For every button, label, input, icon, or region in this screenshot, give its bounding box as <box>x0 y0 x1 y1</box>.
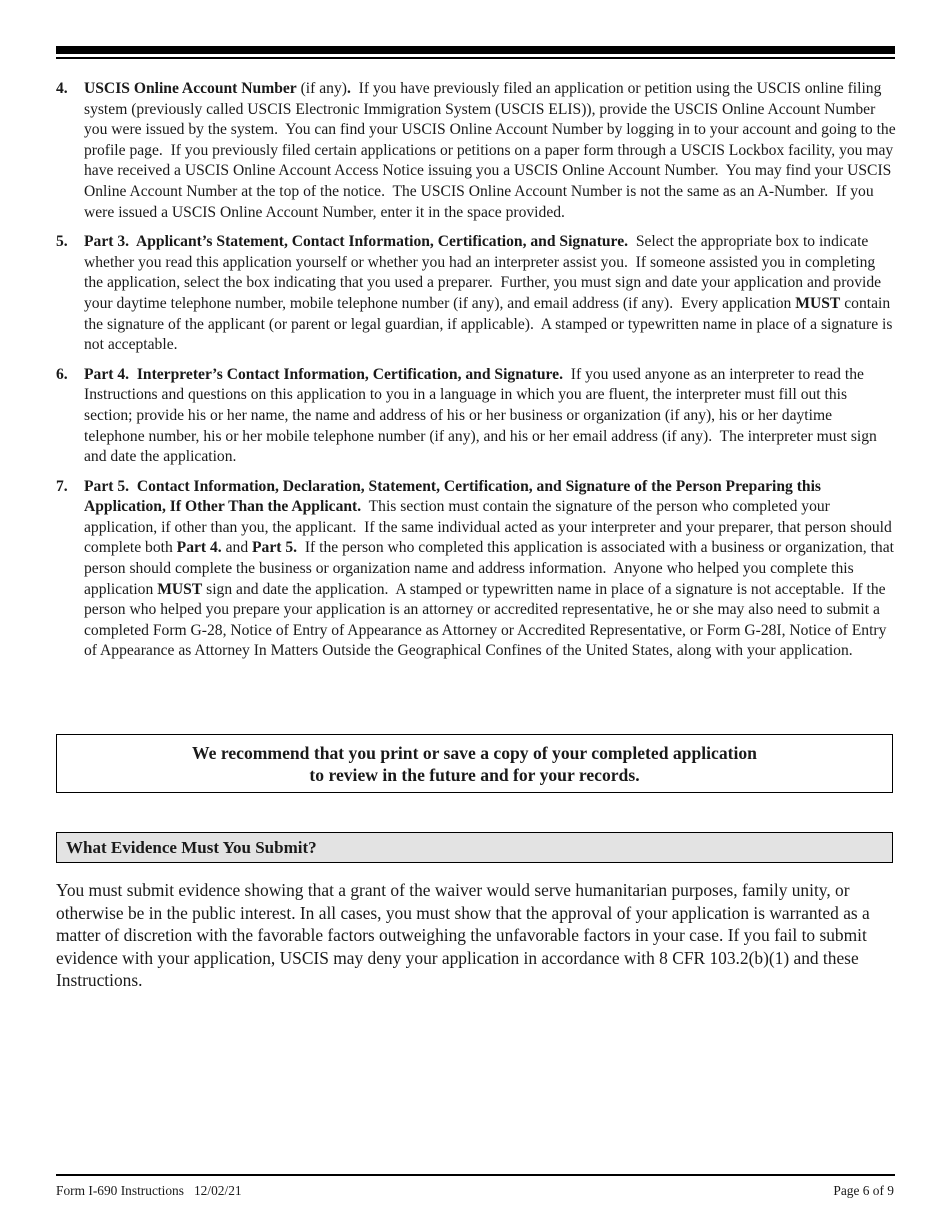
item-text-bold: Part 5. <box>252 539 298 557</box>
item-text <box>84 477 896 662</box>
item-number: 5. <box>56 233 68 251</box>
item-text <box>84 79 900 223</box>
header-rule-thin <box>56 57 895 59</box>
item-text-bold: MUST <box>157 580 203 598</box>
item-text-bold: Part 4. Interpreter’s Contact Information, Certification, and Signature. <box>84 365 563 383</box>
item-number: 6. <box>56 365 68 383</box>
notice-line-1: We recommend that you print or save a copy of your completed application <box>192 743 757 763</box>
item-text-run: and <box>221 539 253 557</box>
item-text-run: (if any) <box>296 80 347 97</box>
item-text-bold: MUST <box>795 294 841 312</box>
item-text <box>84 365 896 468</box>
item-text-run: sign and date the application. A stamped or typewritten name in place of a signature is not acceptable. If the person who helped you prepare your application is an attorney or accredited representative, he or she may also need to submit a completed Form G-28, Notice of Entry of Appearance as Attorney or Accredited Representative, or Form G-28I, Notice of Entry of Appearance as Attorney In Matters Outside the Geographical Confines of the United States, along with your application. <box>84 580 891 660</box>
item-text-run: This section must contain the signature of the person who completed your application, if other than you, the applicant. If the same individual acted as your interpreter and your preparer, that person should complete both <box>84 498 896 557</box>
item-number: 4. <box>56 80 68 97</box>
item-text-bold: . <box>346 80 351 97</box>
notice-line-2: to review in the future and for your records. <box>309 765 640 785</box>
item-number: 7. <box>56 477 68 495</box>
item-text-bold: Part 4. <box>176 539 222 557</box>
recommendation-notice <box>56 734 893 793</box>
footer-page-number: Page 6 of 9 <box>833 1183 894 1198</box>
item-text-bold: Part 3. Applicant’s Statement, Contact Information, Certification, and Signature. <box>84 233 629 251</box>
item-text-bold: Part 5. Contact Information, Declaration, Statement, Certification, and Signature of the Person Preparing this Application, If Other Than the Applicant. <box>84 477 825 516</box>
instruction-item <box>56 232 896 356</box>
item-text-run: If you have previously filed an application or petition using the USCIS online filing system (previously called USCIS Electronic Immigration System (USCIS ELIS)), provide the USCIS Online Account Number you were issued by the system. You can find your USCIS Online Account Number by logging in to your account and going to the profile page. If you previously filed certain applications or petitions on a paper form through a USCIS Lockbox facility, you may have received a USCIS Online Account Access Notice issuing you a USCIS Online Account Number. You may find your USCIS Online Account Number at the top of the notice. The USCIS Online Account Number is not the same as an A-Number. If you were issued a USCIS Online Account Number, enter it in the space provided. <box>84 80 900 221</box>
section-header-evidence: What Evidence Must You Submit? <box>56 832 893 863</box>
header-rule-thick <box>56 46 895 54</box>
instruction-item <box>56 365 896 468</box>
footer-form-id: Form I-690 Instructions 12/02/21 <box>56 1183 242 1198</box>
instruction-item <box>56 477 896 662</box>
instruction-items <box>56 79 900 671</box>
footer-rule <box>56 1174 895 1176</box>
item-text-run: If the person who completed this application is associated with a business or organization, that person should complete the business or organization name and address information. Anyone who helped you complete this application <box>84 539 898 598</box>
evidence-paragraph: You must submit evidence showing that a grant of the waiver would serve humanitarian purposes, family unity, or otherwise be in the public interest. In all cases, you must show that the approval of your application is warranted as a matter of discretion with the favorable factors outweighing the unfavorable factors in your case. If you fail to submit evidence with your application, USCIS may deny your application in accordance with 8 CFR 103.2(b)(1) and these Instructions. <box>56 880 870 991</box>
instruction-item <box>56 79 900 223</box>
item-text-run: If you used anyone as an interpreter to read the Instructions and questions on this application to you in a language in which you are fluent, the interpreter must fill out this section; provide his or her name, the name and address of his or her business or organization (if any), his or her daytime telephone number, his or her mobile telephone number (if any), and his or her email address (if any). The interpreter must sign and date the application. <box>84 365 881 466</box>
item-text-run: contain the signature of the applicant (or parent or legal guardian, if applicable). A stamped or typewritten name in place of a signature is not acceptable. <box>84 294 897 354</box>
item-text <box>84 232 896 356</box>
item-text-bold: USCIS Online Account Number <box>84 80 297 97</box>
item-text-run: Select the appropriate box to indicate whether you read this application yourself or whether you had an interpreter assist you. If someone assisted you in completing the application, select the box indicating that you used a preparer. Further, you must sign and date your application and provide your daytime telephone number, mobile telephone number (if any), and email address (if any). Every application <box>84 233 885 312</box>
